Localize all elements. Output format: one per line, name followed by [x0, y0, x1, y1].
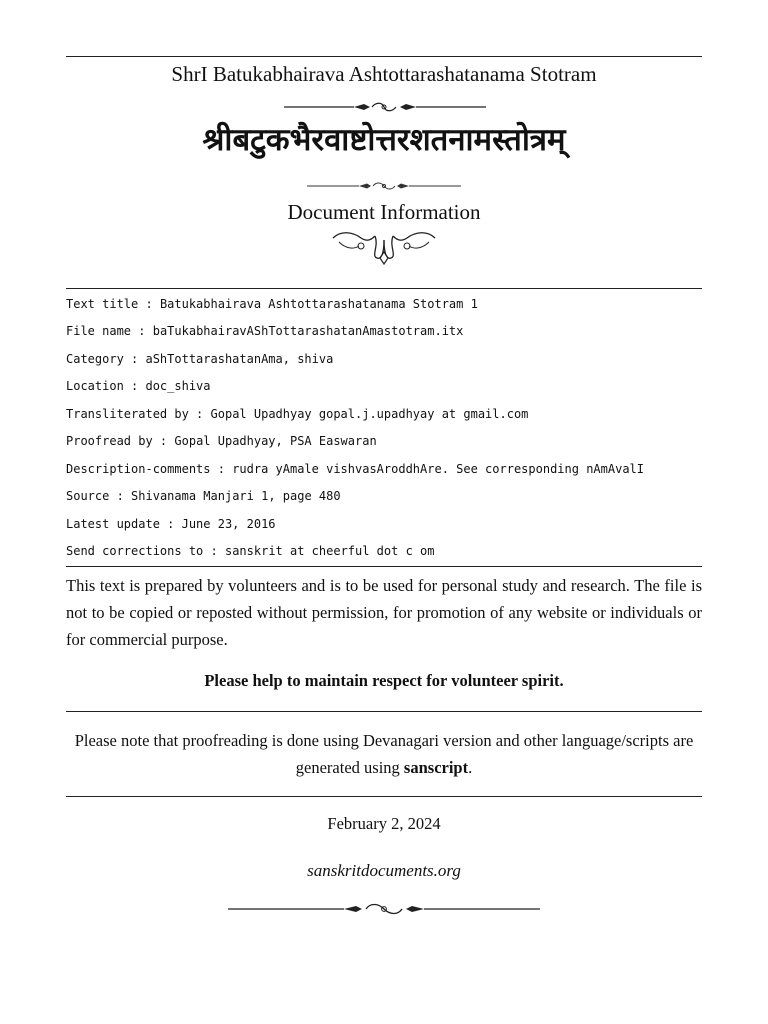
info-bottom-rule: [66, 566, 702, 567]
info-file-name: File name : baTukabhairavAShTottarashatanAmastotram.itx: [66, 324, 464, 338]
info-transliterated-by: Transliterated by : Gopal Upadhyay gopal.j.upadhyay at gmail.com: [66, 407, 529, 421]
note-bottom-rule: [66, 796, 702, 797]
disclaimer-paragraph: This text is prepared by volunteers and is to be used for personal study and research. The file is not to be copied or reposted without permission, for promotion of any website or individuals or for commercial purpose.: [66, 576, 702, 649]
info-latest-update: Latest update : June 23, 2016: [66, 517, 276, 531]
info-label: Text title: [66, 297, 139, 311]
info-value: sanskrit at cheerful dot c om: [224, 544, 435, 558]
site-name: sanskritdocuments.org: [307, 861, 461, 880]
info-label: Source: [66, 489, 110, 503]
section-heading: Document Information: [287, 200, 481, 224]
info-value: baTukabhairavAShTottarashatanAmastotram.itx: [152, 324, 464, 338]
info-label: Proofread by: [66, 434, 153, 448]
info-value: Shivanama Manjari 1, page 480: [131, 489, 341, 503]
info-category: Category : aShTottarashatanAma, shiva: [66, 352, 334, 366]
info-label: Location: [66, 379, 124, 393]
info-location: Location : doc_shiva: [66, 379, 211, 393]
ornament-divider-icon: [284, 100, 486, 114]
info-value: Gopal Upadhyay, PSA Easwaran: [174, 434, 377, 448]
info-label: Send corrections to: [66, 544, 204, 558]
info-description: Description-comments : rudra yAmale vishvasAroddhAre. See corresponding nAmAvalI: [66, 462, 644, 476]
info-value: Batukabhairava Ashtottarashatanama Stotram 1: [159, 297, 478, 311]
info-label: File name: [66, 324, 132, 338]
document-date: February 2, 2024: [327, 814, 441, 833]
devanagari-title: श्रीबटुकभैरवाष्टोत्तरशतनामस्तोत्रम्: [202, 122, 566, 158]
flourish-ornament-icon: [331, 226, 437, 266]
info-label: Category: [66, 352, 124, 366]
info-value: Gopal Upadhyay gopal.j.upadhyay at gmail.com: [210, 407, 529, 421]
proofread-note-end: .: [468, 758, 473, 777]
note-top-rule: [66, 711, 702, 712]
info-value: rudra yAmale vishvasAroddhAre. See corresponding nAmAvalI: [232, 462, 644, 476]
respect-note: Please help to maintain respect for volunteer spirit.: [204, 671, 564, 690]
top-rule: [66, 56, 702, 57]
info-label: Transliterated by: [66, 407, 189, 421]
info-value: aShTottarashatanAma, shiva: [145, 352, 334, 366]
sanscript-label: sanscript: [403, 758, 469, 777]
info-label: Description-comments: [66, 462, 211, 476]
ornament-divider-icon: [307, 180, 461, 192]
page-title: ShrI Batukabhairava Ashtottarashatanama Stotram: [171, 62, 597, 86]
info-value: doc_shiva: [145, 379, 211, 393]
proofread-note: [66, 727, 702, 781]
ornament-divider-icon: [228, 902, 540, 916]
info-source: Source : Shivanama Manjari 1, page 480: [66, 489, 341, 503]
info-label: Latest update: [66, 517, 160, 531]
info-send-corrections: Send corrections to : sanskrit at cheerful dot c om: [66, 544, 435, 558]
info-value: June 23, 2016: [181, 517, 276, 531]
info-top-rule: [66, 288, 702, 289]
info-proofread-by: Proofread by : Gopal Upadhyay, PSA Easwaran: [66, 434, 377, 448]
info-text-title: Text title : Batukabhairava Ashtottarashatanama Stotram 1: [66, 297, 478, 311]
proofread-note-text: Please note that proofreading is done using Devanagari version and other language/scripts are generated using: [74, 731, 694, 777]
